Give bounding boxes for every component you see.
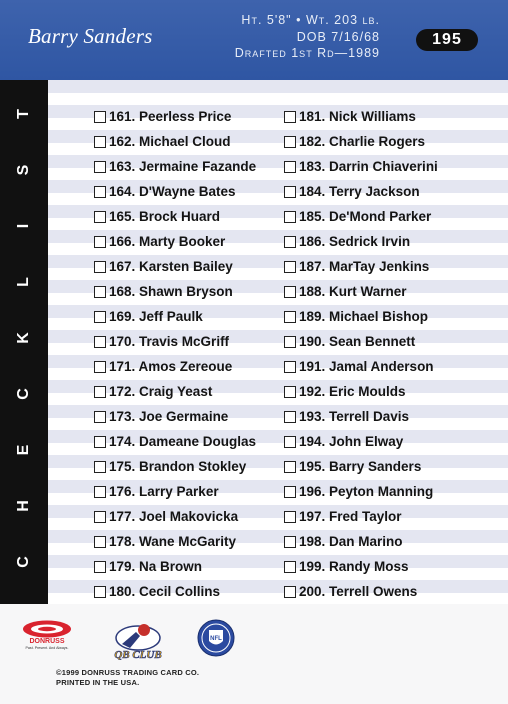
checkbox-icon <box>284 586 296 598</box>
checklist-item <box>94 129 256 154</box>
checkbox-icon <box>284 461 296 473</box>
checklist-item-label: 186. Sedrick Irvin <box>299 233 411 249</box>
qb-club-logo-icon <box>108 618 168 664</box>
checkbox-icon <box>94 361 106 373</box>
checkbox-icon <box>284 111 296 123</box>
checklist-item-label: 197. Fred Taylor <box>299 508 402 524</box>
sidebar-letter: C <box>15 556 32 568</box>
checkbox-icon <box>94 161 106 173</box>
checklist-right-column <box>284 104 438 604</box>
donruss-logo-text: DONRUSS <box>29 638 65 645</box>
checkbox-icon <box>284 261 296 273</box>
checkbox-icon <box>94 236 106 248</box>
checklist-item-label: 176. Larry Parker <box>109 483 219 499</box>
sidebar-letter: H <box>15 500 32 512</box>
checklist-item-label: 182. Charlie Rogers <box>299 133 426 149</box>
checkbox-icon <box>284 286 296 298</box>
checklist-item-label: 164. D'Wayne Bates <box>109 183 236 199</box>
checklist-item <box>284 154 438 179</box>
checklist-item-label: 165. Brock Huard <box>109 208 221 224</box>
checklist-item <box>284 179 438 204</box>
checklist-item-label: 171. Amos Zereoue <box>109 358 233 374</box>
checklist-item <box>284 304 438 329</box>
checklist-item-label: 167. Karsten Bailey <box>109 258 233 274</box>
card-header <box>0 0 508 80</box>
checklist-item <box>94 279 256 304</box>
checkbox-icon <box>94 136 106 148</box>
checkbox-icon <box>284 386 296 398</box>
checkbox-icon <box>94 211 106 223</box>
checkbox-icon <box>94 411 106 423</box>
checklist-item <box>284 204 438 229</box>
checklist-item-label: 196. Peyton Manning <box>299 483 434 499</box>
checklist-item <box>94 379 256 404</box>
checkbox-icon <box>284 436 296 448</box>
checklist-item-label: 166. Marty Booker <box>109 233 226 249</box>
checkbox-icon <box>284 361 296 373</box>
checklist-item <box>284 579 438 604</box>
checklist-item <box>94 204 256 229</box>
sidebar-letter: K <box>15 332 32 344</box>
checklist-item-label: 200. Terrell Owens <box>299 583 418 599</box>
checkbox-icon <box>284 186 296 198</box>
checklist-item-label: 192. Eric Moulds <box>299 383 406 399</box>
checklist-item <box>284 479 438 504</box>
checklist-item-label: 180. Cecil Collins <box>109 583 221 599</box>
checklist-item-label: 168. Shawn Bryson <box>109 283 233 299</box>
checklist-item <box>284 104 438 129</box>
checkbox-icon <box>94 561 106 573</box>
checklist-item-label: 185. De'Mond Parker <box>299 208 432 224</box>
checkbox-icon <box>94 536 106 548</box>
checklist-item <box>94 429 256 454</box>
checklist-left-column <box>94 104 256 604</box>
checklist-item <box>284 454 438 479</box>
checklist-item <box>284 429 438 454</box>
stats-draft: Drafted 1st Rd—1989 <box>234 46 380 60</box>
checklist-item-label: 174. Dameane Douglas <box>109 433 257 449</box>
checkbox-icon <box>94 586 106 598</box>
nfl-logo-text: NFL <box>210 636 222 642</box>
card-footer <box>0 604 508 704</box>
checkbox-icon <box>94 386 106 398</box>
player-name: Barry Sanders <box>28 24 153 48</box>
checkbox-icon <box>284 311 296 323</box>
checklist-item <box>94 304 256 329</box>
checklist-item-label: 169. Jeff Paulk <box>109 308 203 324</box>
checklist-item <box>94 529 256 554</box>
card-number-badge: 195 <box>416 29 478 51</box>
checkbox-icon <box>94 261 106 273</box>
checklist-sidebar <box>0 80 48 604</box>
checklist-item-label: 187. MarTay Jenkins <box>299 258 430 274</box>
checklist-item-label: 163. Jermaine Fazande <box>109 158 257 174</box>
checkbox-icon <box>94 486 106 498</box>
checkbox-icon <box>284 486 296 498</box>
checkbox-icon <box>284 536 296 548</box>
player-stats <box>140 12 380 62</box>
checklist-item-label: 199. Randy Moss <box>299 558 409 574</box>
checklist-item <box>94 154 256 179</box>
checkbox-icon <box>94 336 106 348</box>
stats-dob: DOB 7/16/68 <box>296 29 380 44</box>
checkbox-icon <box>94 461 106 473</box>
checklist-item-label: 162. Michael Cloud <box>109 133 231 149</box>
checklist-item-label: 190. Sean Bennett <box>299 333 416 349</box>
copyright-line-1: ©1999 DONRUSS TRADING CARD CO. <box>56 668 200 677</box>
checklist-item-label: 172. Craig Yeast <box>109 383 213 399</box>
checklist-item-label: 177. Joel Makovicka <box>109 508 239 524</box>
nfl-shield-icon <box>196 618 236 658</box>
checklist-item <box>94 229 256 254</box>
checklist-item-label: 183. Darrin Chiaverini <box>299 158 438 174</box>
checklist-item-label: 191. Jamal Anderson <box>299 358 434 374</box>
checklist-item-label: 184. Terry Jackson <box>299 183 420 199</box>
checklist-item <box>284 354 438 379</box>
checklist-item-label: 194. John Elway <box>299 433 404 449</box>
checklist-item <box>94 354 256 379</box>
copyright-line-2: PRINTED IN THE USA. <box>56 678 140 687</box>
sidebar-letter: I <box>15 223 32 229</box>
checklist-item <box>94 579 256 604</box>
checkbox-icon <box>94 286 106 298</box>
checklist-item-label: 161. Peerless Price <box>109 108 232 124</box>
checkbox-icon <box>94 436 106 448</box>
checkbox-icon <box>94 311 106 323</box>
checkbox-icon <box>94 186 106 198</box>
checklist-item-label: 175. Brandon Stokley <box>109 458 247 474</box>
checklist-item <box>284 229 438 254</box>
checklist-item-label: 181. Nick Williams <box>299 108 416 124</box>
checklist-item-label: 178. Wane McGarity <box>109 533 237 549</box>
sidebar-letter: C <box>15 388 32 400</box>
checklist-item <box>94 554 256 579</box>
checklist-item-label: 189. Michael Bishop <box>299 308 429 324</box>
checklist-item <box>94 254 256 279</box>
sidebar-letter: T <box>15 109 32 119</box>
checklist-item <box>94 104 256 129</box>
checklist-item <box>94 329 256 354</box>
checklist-item <box>284 529 438 554</box>
checkbox-icon <box>284 561 296 573</box>
checklist-item-label: 170. Travis McGriff <box>109 333 230 349</box>
checklist-item <box>284 129 438 154</box>
donruss-tagline: Past. Present. And Always. <box>25 646 69 650</box>
checkbox-icon <box>284 411 296 423</box>
checkbox-icon <box>94 111 106 123</box>
checklist-item-label: 188. Kurt Warner <box>299 283 407 299</box>
qb-club-logo-text: QB CLUB <box>114 649 162 661</box>
checkbox-icon <box>284 161 296 173</box>
sidebar-letter: L <box>15 277 32 287</box>
checklist-item <box>284 504 438 529</box>
checkbox-icon <box>284 336 296 348</box>
checklist-item-label: 193. Terrell Davis <box>299 408 410 424</box>
checkbox-icon <box>284 236 296 248</box>
checklist-item <box>284 279 438 304</box>
checklist-item-label: 173. Joe Germaine <box>109 408 229 424</box>
sidebar-letter: E <box>15 444 32 456</box>
checklist-item <box>284 379 438 404</box>
checklist-item <box>94 504 256 529</box>
checklist-item <box>94 479 256 504</box>
checkbox-icon <box>284 136 296 148</box>
checklist-item <box>94 179 256 204</box>
checklist-item <box>284 554 438 579</box>
checklist-item-label: 179. Na Brown <box>109 558 203 574</box>
checklist-item-label: 198. Dan Marino <box>299 533 403 549</box>
checkbox-icon <box>94 511 106 523</box>
donruss-logo-icon <box>20 620 74 650</box>
checklist-item <box>284 404 438 429</box>
sidebar-letter: S <box>15 164 32 176</box>
checklist-item <box>94 404 256 429</box>
copyright-notice <box>56 668 199 688</box>
checkbox-icon <box>284 511 296 523</box>
checklist-item <box>94 454 256 479</box>
checkbox-icon <box>284 211 296 223</box>
checklist-item-label: 195. Barry Sanders <box>299 458 422 474</box>
stats-height-weight: Ht. 5'8" • Wt. 203 lb. <box>241 13 380 27</box>
checklist-item <box>284 329 438 354</box>
checklist-item <box>284 254 438 279</box>
